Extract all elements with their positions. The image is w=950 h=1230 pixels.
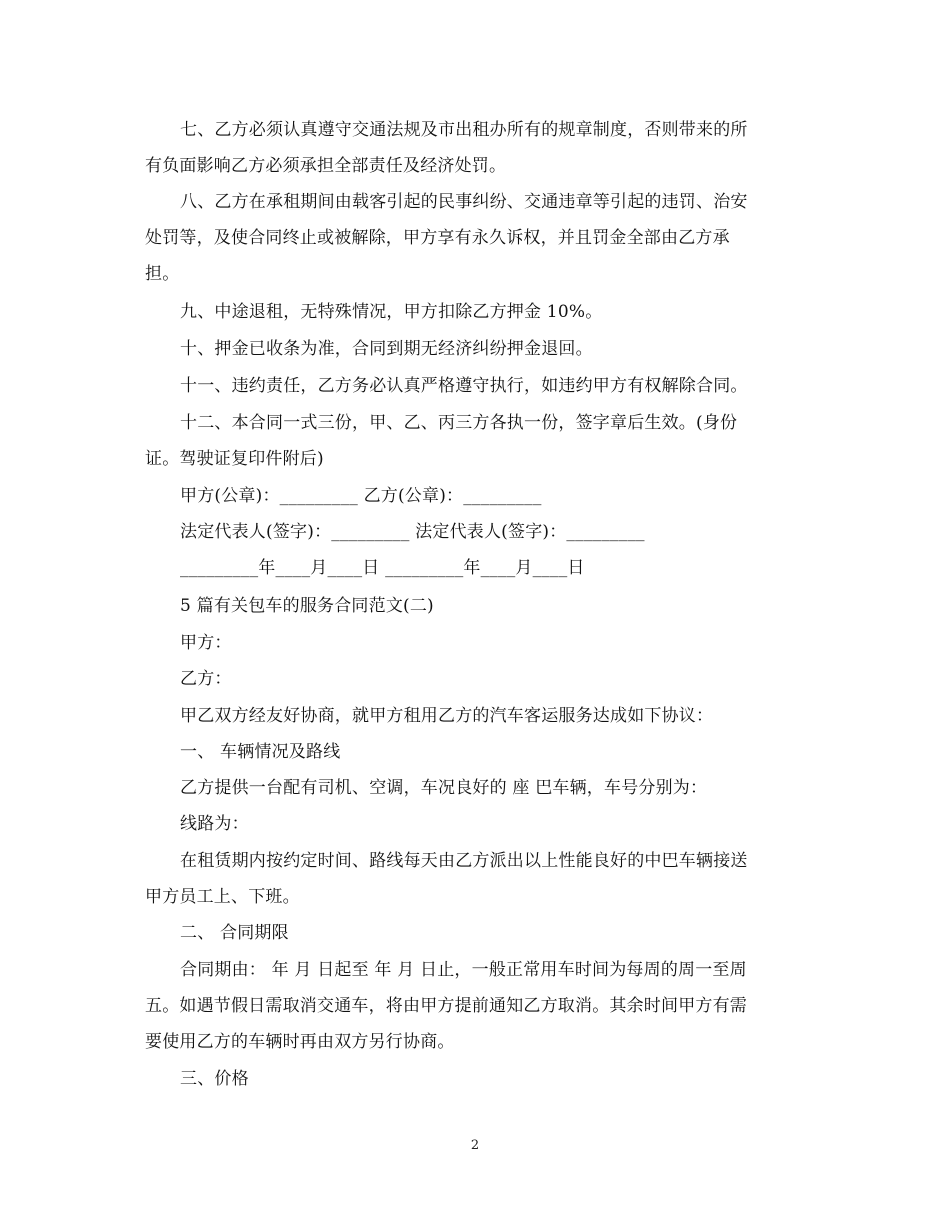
clause-10: 十、押金已收条为准，合同到期无经济纠纷押金退回。	[180, 339, 593, 359]
legal-rep-signature-line: 法定代表人(签字)：_________ 法定代表人(签字)：_________	[180, 522, 645, 542]
clause-11: 十一、违约责任，乙方务必认真严格遵守执行，如违约甲方有权解除合同。	[180, 376, 748, 396]
clause-12-line-2: 证。驾驶证复印件附后)	[145, 449, 324, 469]
agreement-intro: 甲乙双方经友好协商，就甲方租用乙方的汽车客运服务达成如下协议：	[180, 706, 714, 726]
clause-8-line-2: 处罚等，及使合同终止或被解除，甲方享有永久诉权，并且罚金全部由乙方承	[145, 228, 730, 248]
term-line-1: 合同期由： 年 月 日起至 年 月 日止，一般正常用车时间为每周的周一至周	[180, 960, 747, 980]
clause-8-line-3: 担。	[145, 264, 180, 284]
vehicle-info: 乙方提供一台配有司机、空调，车况良好的 座 巴车辆，车号分别为：	[180, 778, 708, 798]
route-label: 线路为：	[180, 814, 249, 834]
service-line-2: 甲方员工上、下班。	[145, 887, 300, 907]
term-line-3: 要使用乙方的车辆时再由双方另行协商。	[145, 1032, 455, 1052]
clause-8-line-1: 八、乙方在承租期间由载客引起的民事纠纷、交通违章等引起的违罚、治安	[180, 192, 748, 212]
clause-9: 九、中途退租，无特殊情况，甲方扣除乙方押金 10%。	[180, 302, 603, 322]
page-number: 2	[470, 1138, 480, 1153]
heading-vehicle-route: 一、 车辆情况及路线	[180, 742, 341, 762]
party-b-label: 乙方：	[180, 669, 232, 689]
clause-12-line-1: 十二、本合同一式三份，甲、乙、丙三方各执一份，签字章后生效。(身份	[180, 413, 738, 433]
date-line: _________年____月____日 _________年____月____日	[180, 558, 585, 578]
heading-contract-term: 二、 合同期限	[180, 923, 289, 943]
term-line-2: 五。如遇节假日需取消交通车，将由甲方提前通知乙方取消。其余时间甲方有需	[145, 996, 747, 1016]
heading-price: 三、价格	[180, 1069, 249, 1089]
party-a-label: 甲方：	[180, 633, 232, 653]
clause-7-line-1: 七、乙方必须认真遵守交通法规及市出租办所有的规章制度，否则带来的所	[180, 120, 748, 140]
clause-7-line-2: 有负面影响乙方必须承担全部责任及经济处罚。	[145, 156, 507, 176]
party-seal-line: 甲方(公章)：_________ 乙方(公章)：_________	[180, 486, 542, 506]
section-title: 5 篇有关包车的服务合同范文(二)	[180, 596, 434, 616]
service-line-1: 在租赁期内按约定时间、路线每天由乙方派出以上性能良好的中巴车辆接送	[180, 851, 748, 871]
